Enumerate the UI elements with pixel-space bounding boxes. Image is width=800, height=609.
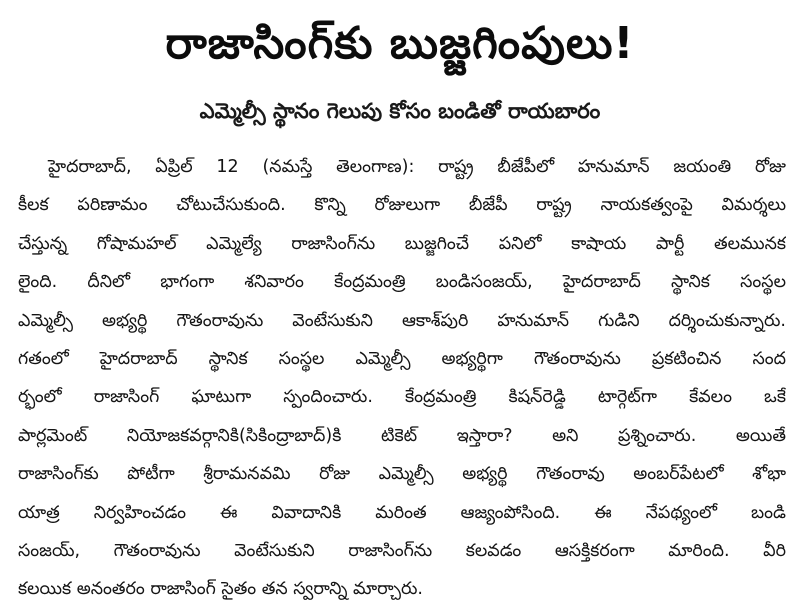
body-line: యాత్ర నిర్వహించడం ఈ వివాదానికి మరింత ఆజ్యంపోసింది. ఈ నేపథ్యంలో బండి — [18, 502, 786, 523]
body-line: సంజయ్‌, గౌతంరావును వెంటేసుకుని రాజాసింగ్‌ను కలవడం ఆసక్తికరంగా మారింది. వీరి — [18, 540, 786, 561]
body-line: ఎమ్మెల్సీ అభ్యర్థి గౌతంరావును వెంటేసుకుని ఆకాశ్‌పురి హనుమాన్‌ గుడిని దర్శించుకున్నారు. — [18, 310, 786, 331]
subheadline: ఎమ్మెల్సీ స్థానం గెలుపు కోసం బండితో రాయబారం — [199, 99, 601, 123]
body-line: పార్లమెంట్‌ నియోజకవర్గానికి(సికింద్రాబాద్‌)కి టికెట్‌ ఇస్తారా? అని ప్రశ్నించారు. అయితే — [18, 425, 786, 446]
headline: రాజాసింగ్‌కు బుజ్జగింపులు! — [165, 18, 635, 69]
body-line: లైంది. దీనిలో భాగంగా శనివారం కేంద్రమంత్రి బండిసంజయ్‌, హైదరాబాద్‌ స్థానిక సంస్థల — [18, 272, 786, 293]
body-line: రాజాసింగ్‌కు పోటీగా శ్రీరామనవమి రోజు ఎమ్మెల్సీ అభ్యర్థి గౌతంరావు అంబర్‌పేటలో శోభా — [18, 464, 786, 485]
body-line: ర్భంలో రాజాసింగ్‌ ఘాటుగా స్పందించారు. కేంద్రమంత్రి కిషన్‌రెడ్డి టార్గెట్‌గా కేవలం ఒకే — [18, 387, 786, 408]
body-line: కీలక పరిణామం చోటుచేసుకుంది. కొన్ని రోజులుగా బీజేపీ రాష్ట్ర నాయకత్వంపై విమర్శలు — [18, 195, 786, 216]
body-line: గతంలో హైదరాబాద్‌ స్థానిక సంస్థల ఎమ్మెల్సీ అభ్యర్థిగా గౌతంరావును ప్రకటించిన సంద — [18, 348, 786, 369]
body-line: హైదరాబాద్‌, ఏప్రిల్‌ 12 (నమస్తే తెలంగాణ): రాష్ట్ర బీజేపీలో హనుమాన్‌ జయంతి రోజు — [48, 157, 786, 177]
article-body — [18, 148, 786, 609]
body-line: కలయిక అనంతరం రాజాసింగ్‌ సైతం తన స్వరాన్ని మార్చారు. — [18, 579, 423, 600]
body-line: చేస్తున్న గోషామహల్‌ ఎమ్మెల్యే రాజాసింగ్‌ను బుజ్జగించే పనిలో కాషాయ పార్టీ తలమునక — [18, 233, 786, 254]
